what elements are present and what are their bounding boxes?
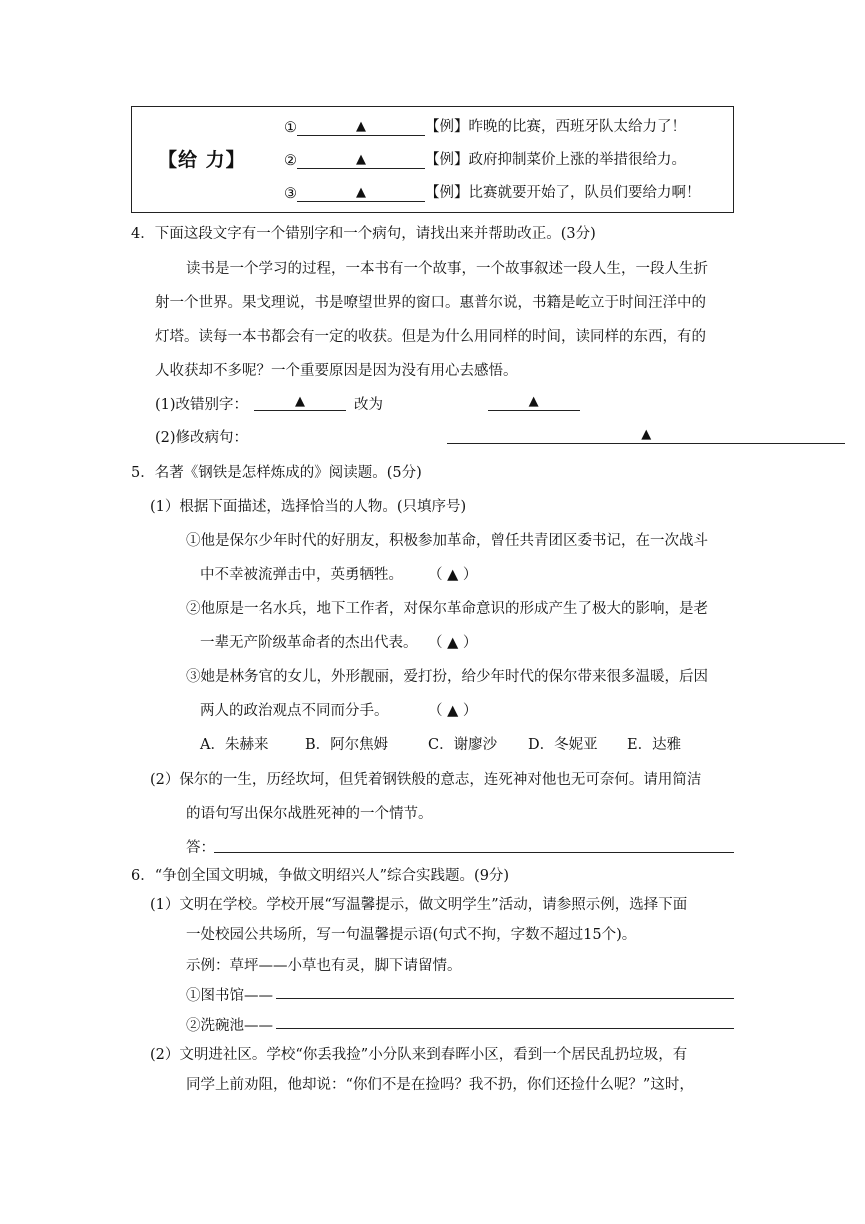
- q5-option: D．冬妮亚: [528, 737, 598, 753]
- triangle-mark-icon: ▲: [356, 119, 366, 134]
- q5-option: C．谢廖沙: [428, 737, 498, 753]
- row-number: ②: [284, 153, 297, 169]
- q5-part1-label: (1）根据下面描述，选择恰当的人物。(只填序号): [150, 499, 467, 515]
- triangle-mark-icon: ▲: [356, 185, 366, 200]
- answer-blank[interactable]: [297, 150, 425, 169]
- q5-part2-line: 的语句写出保尔战胜死神的一个情节。: [186, 806, 433, 822]
- q5-item-line: ③她是林务官的女儿，外形靓丽，爱打扮，给少年时代的保尔带来很多温暖，后因: [186, 669, 708, 685]
- q5-answer-bracket[interactable]: （ ▲ ）: [428, 567, 478, 583]
- q6-part2-line: 同学上前劝阻，他却说：“你们不是在捡吗？我不扔，你们还捡什么呢？”这时，: [186, 1077, 694, 1093]
- q5-item-line: 两人的政治观点不同而分手。: [200, 703, 389, 719]
- triangle-mark-icon: ▲: [295, 394, 305, 409]
- q6-part1-line: (1）文明在学校。学校开展“写温馨提示，做文明学生”活动，请参照示例，选择下面: [150, 897, 688, 913]
- triangle-mark-icon: ▲: [528, 394, 539, 409]
- row-example: 【例】昨晚的比赛，西班牙队太给力了！: [425, 119, 686, 135]
- row-example: 【例】政府抑制菜价上涨的举措很给力。: [425, 152, 686, 168]
- typo-answer-blank[interactable]: [254, 392, 346, 411]
- q5-item-line: 中不幸被流弹击中，英勇牺牲。: [200, 567, 403, 583]
- q6-stem: 6．“争创全国文明城，争做文明绍兴人”综合实践题。(9分): [131, 868, 510, 884]
- q4-passage-line: 灯塔。读每一本书都会有一定的收获。但是为什么用同样的时间，读同样的东西，有的: [155, 329, 706, 345]
- q6-example: 示例：草坪——小草也有灵，脚下请留情。: [186, 958, 462, 974]
- q5-option: B．阿尔焦姆: [305, 737, 389, 753]
- q4-sub1-label: (1)改错别字：: [155, 397, 249, 413]
- row-number: ①: [284, 120, 297, 136]
- q4-passage-line: 读书是一个学习的过程，一本书有一个故事，一个故事叙述一段人生，一段人生折: [186, 261, 708, 277]
- q5-option: A．朱赫来: [200, 737, 269, 753]
- q4-sub2-label: (2)修改病句：: [155, 430, 249, 446]
- answer-blank[interactable]: [297, 183, 425, 202]
- q4-passage-line: 射一个世界。果戈理说，书是嘹望世界的窗口。惠普尔说，书籍是屹立于时间汪洋中的: [155, 295, 706, 311]
- q5-option: E．达雅: [627, 737, 682, 753]
- q6-part1-line: 一处校园公共场所，写一句温馨提示语(句式不拘，字数不超过15个)。: [186, 927, 637, 943]
- q5-answer-bracket[interactable]: （ ▲ ）: [428, 635, 478, 651]
- answer-blank[interactable]: [297, 117, 425, 136]
- row-example: 【例】比赛就要开始了，队员们要给力啊！: [425, 185, 701, 201]
- box-title: 【给 力】: [158, 149, 246, 171]
- q5-answer-bracket[interactable]: （ ▲ ）: [428, 703, 478, 719]
- row-number: ③: [284, 186, 297, 202]
- q5-item-line: 一辈无产阶级革命者的杰出代表。: [200, 635, 418, 651]
- sentence-answer-blank[interactable]: [447, 425, 845, 444]
- q5-answer-label: 答：: [186, 840, 215, 856]
- box-row-2: [284, 148, 686, 169]
- q4-passage-line: 人收获却不多呢？一个重要原因是因为没有用心去感悟。: [155, 363, 518, 379]
- q5-item-line: ②他原是一名水兵，地下工作者，对保尔革命意识的形成产生了极大的影响，是老: [186, 601, 708, 617]
- q6-place1-answer-line[interactable]: [276, 998, 734, 999]
- q6-part2-line: (2）文明进社区。学校“你丢我捡”小分队来到春晖小区，看到一个居民乱扔垃圾，有: [150, 1047, 688, 1063]
- box-row-1: [284, 115, 686, 136]
- q5-item-line: ①他是保尔少年时代的好朋友，积极参加革命，曾任共青团区委书记，在一次战斗: [186, 533, 708, 549]
- q6-place-label: ①图书馆——: [186, 988, 273, 1004]
- q4-sub1-mid: 改为: [354, 397, 383, 413]
- q5-answer-line[interactable]: [214, 852, 734, 853]
- q4-stem: 4．下面这段文字有一个错别字和一个病句，请找出来并帮助改正。(3分): [131, 226, 596, 242]
- box-row-3: [284, 181, 701, 202]
- triangle-mark-icon: ▲: [356, 152, 366, 167]
- q5-part2-line: (2）保尔的一生，历经坎坷，但凭着钢铁般的意志，连死神对他也无可奈何。请用简洁: [150, 772, 702, 788]
- q5-stem: 5．名著《钢铁是怎样炼成的》阅读题。(5分): [131, 465, 422, 481]
- gei-li-box: [131, 106, 734, 213]
- triangle-mark-icon: ▲: [641, 427, 652, 442]
- correction-answer-blank[interactable]: [488, 392, 580, 411]
- q6-place-label: ②洗碗池——: [186, 1018, 273, 1034]
- q6-place2-answer-line[interactable]: [276, 1028, 734, 1029]
